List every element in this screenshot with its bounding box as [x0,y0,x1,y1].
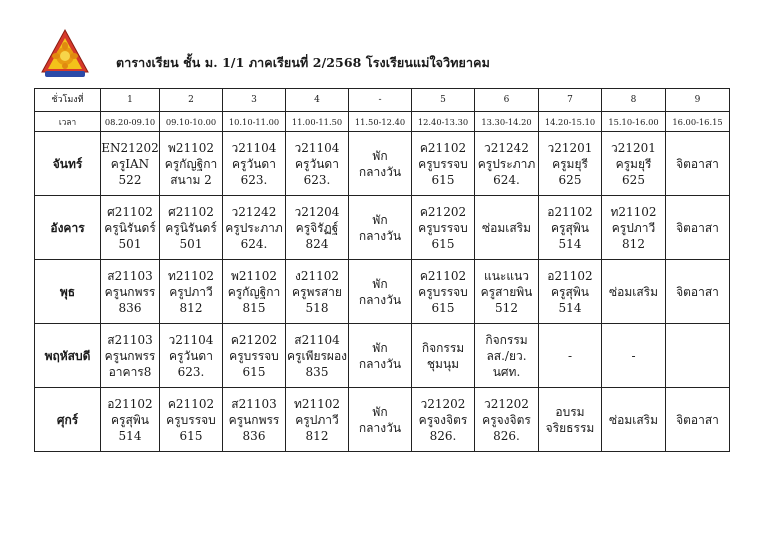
class-cell [286,324,349,388]
cell-line: กลางวัน [358,420,402,435]
time-slot: 08.20-09.10 [101,112,160,132]
class-cell [475,260,539,324]
cell-line: อาคาร8 [108,364,152,379]
cell-line: ซ่อมเสริม [481,220,532,235]
cell-line: ครูกัญฐิกา [227,284,281,299]
cell-line: จิตอาสา [676,412,719,427]
class-cell [349,196,412,260]
class-cell [101,260,160,324]
cell-line: 812 [622,236,645,251]
cell-line: ครูจงจิตร [418,412,468,427]
cell-line: ครูมยุรี [615,156,652,171]
cell-line: 501 [118,236,142,251]
cell-line: 522 [118,172,142,187]
cell-line: พ21102 [167,140,215,155]
cell-line: 625 [622,172,645,187]
class-cell [539,132,602,196]
cell-line: ว21204 [294,204,340,219]
period-number: 1 [101,89,160,112]
cell-line: ว21202 [420,396,466,411]
class-cell [666,260,730,324]
cell-line: 623. [240,172,268,187]
cell-line: ค21102 [419,140,467,155]
class-cell [539,260,602,324]
cell-line: 826. [493,428,520,443]
cell-line: ส21103 [231,396,277,411]
cell-line: ส21103 [107,332,153,347]
time-slot: 15.10-16.00 [602,112,666,132]
time-row-label: เวลา [35,112,101,132]
class-cell [539,388,602,452]
cell-line: จิตอาสา [676,284,719,299]
page-title: ตารางเรียน ชั้น ม. 1/1 ภาคเรียนที่ 2/2568 โรงเรียนแม่ใจวิทยาคม [116,55,490,70]
period-number: - [349,89,412,112]
period-number: 8 [602,89,666,112]
class-cell [412,260,475,324]
cell-line: ซ่อมเสริม [608,284,659,299]
cell-line: ง21102 [294,268,340,283]
class-cell [602,388,666,452]
cell-line: ครูจงจิตร [482,412,531,427]
day-row [35,132,730,196]
period-number: 3 [223,89,286,112]
cell-line: ส21103 [107,268,153,283]
period-number: 7 [539,89,602,112]
cell-line: ครูกัญฐิกา [164,156,218,171]
cell-line: - [631,348,636,363]
period-number: 4 [286,89,349,112]
cell-line: ส21104 [294,332,340,347]
cell-line: 514 [118,428,142,443]
cell-line: EN21202 [101,140,159,155]
class-cell [666,196,730,260]
cell-line: ครูประภาภ [225,220,283,235]
day-name: พฤหัสบดี [35,324,101,388]
cell-line: 514 [558,236,582,251]
period-number: 9 [666,89,730,112]
cell-line: พัก [372,148,388,163]
cell-line: ค21102 [167,396,215,411]
cell-line: ค21202 [230,332,278,347]
day-row [35,388,730,452]
cell-line: สนาม 2 [170,172,212,187]
cell-line: ค21202 [419,204,467,219]
cell-line: ครูจิรัฏฐ์ [295,220,339,235]
period-header-label: ชั่วโมงที่ [35,89,101,112]
class-cell [223,324,286,388]
time-row [35,112,730,132]
cell-line: กิจกรรม [421,340,465,355]
cell-line: อ21102 [107,396,153,411]
cell-line: ครูนกพรร [104,348,156,363]
cell-line: พ21102 [230,268,278,283]
cell-line: 836 [118,300,142,315]
cell-line: ครูIAN [110,156,150,171]
time-slot: 09.10-10.00 [160,112,223,132]
time-slot: 13.30-14.20 [475,112,539,132]
class-cell [475,388,539,452]
cell-line: 512 [495,300,518,315]
cell-line: 615 [431,172,455,187]
class-cell [539,324,602,388]
class-cell [223,132,286,196]
cell-line: พัก [372,340,388,355]
class-cell [412,324,475,388]
cell-line: แนะแนว [483,268,530,283]
class-cell [286,388,349,452]
class-cell [160,196,223,260]
day-row [35,196,730,260]
period-number: 6 [475,89,539,112]
cell-line: ครูวันดา [295,156,339,171]
period-number: 5 [412,89,475,112]
cell-line: ครูบรรจบ [229,348,279,363]
cell-line: กิจกรรม [485,332,528,347]
class-cell [101,196,160,260]
day-row [35,324,730,388]
cell-line: 514 [558,300,582,315]
cell-line: ครูปภาวี [611,220,656,235]
cell-line: 615 [242,364,266,379]
cell-line: ศ21102 [168,204,214,219]
cell-line: 518 [305,300,329,315]
cell-line: ท21102 [610,204,657,219]
cell-line: 826. [429,428,457,443]
cell-line: ครูสุพิน [551,220,589,235]
cell-line: ท21102 [167,268,215,283]
class-cell [666,132,730,196]
cell-line: ชุมนุม [426,356,460,371]
cell-line: ว21201 [611,140,656,155]
school-emblem-icon [38,26,92,80]
cell-line: ซ่อมเสริม [608,412,659,427]
class-cell [475,324,539,388]
period-number: 2 [160,89,223,112]
cell-line: พัก [372,212,388,227]
class-cell [101,388,160,452]
class-cell [602,324,666,388]
cell-line: ครูเพียรผอง [286,348,348,363]
day-name: ศุกร์ [35,388,101,452]
cell-line: 625 [558,172,582,187]
class-cell [286,132,349,196]
cell-line: ว21104 [294,140,340,155]
cell-line: จิตอาสา [676,220,719,235]
cell-line: นศท. [492,364,521,379]
cell-line: ครูพรสาย [292,284,342,299]
cell-line: ครูสุพิน [111,412,149,427]
cell-line: ครูบรรจบ [418,156,468,171]
cell-line: จริยธรรม [545,420,595,435]
cell-line: 815 [242,300,266,315]
cell-line: ครูบรรจบ [418,284,468,299]
class-cell [349,388,412,452]
time-slot: 11.50-12.40 [349,112,412,132]
cell-line: ลส./ยว. [486,348,527,363]
class-cell [223,260,286,324]
cell-line: 615 [431,300,455,315]
cell-line: ครูวันดา [232,156,276,171]
cell-line: ว21201 [547,140,593,155]
class-cell [223,388,286,452]
cell-line: - [567,348,573,363]
header-row [35,89,730,112]
class-cell [666,388,730,452]
class-cell [286,196,349,260]
cell-line: 624. [493,172,520,187]
class-cell [160,388,223,452]
class-cell [349,260,412,324]
cell-line: 812 [305,428,329,443]
cell-line: กลางวัน [358,228,402,243]
cell-line: 812 [179,300,203,315]
class-cell [602,260,666,324]
time-slot: 10.10-11.00 [223,112,286,132]
cell-line: ศ21102 [107,204,153,219]
cell-line: กลางวัน [358,164,402,179]
cell-line: ครูสุพิน [551,284,589,299]
cell-line: พัก [372,404,388,419]
cell-line: ครูสายพิน [480,284,533,299]
class-cell [286,260,349,324]
cell-line: อ21102 [547,268,593,283]
cell-line: ครูมยุรี [552,156,588,171]
class-cell [349,132,412,196]
cell-line: 623. [303,172,331,187]
cell-line: ครูบรรจบ [166,412,216,427]
cell-line: 624. [240,236,268,251]
class-cell [602,132,666,196]
class-cell [160,324,223,388]
cell-line: พัก [372,276,388,291]
cell-line: จิตอาสา [676,156,719,171]
class-cell [412,132,475,196]
time-slot: 11.00-11.50 [286,112,349,132]
day-name: พุธ [35,260,101,324]
class-cell [412,388,475,452]
class-cell [223,196,286,260]
class-cell [101,324,160,388]
time-slot: 14.20-15.10 [539,112,602,132]
cell-line: 615 [431,236,455,251]
cell-line: ครูนกพรร [104,284,156,299]
cell-line: 623. [177,364,205,379]
cell-line: ว21242 [231,204,277,219]
day-name: จันทร์ [35,132,101,196]
cell-line: 835 [305,364,329,379]
cell-line: ครูวันดา [169,348,213,363]
class-cell [666,324,730,388]
time-slot: 16.00-16.15 [666,112,730,132]
cell-line: ว21104 [231,140,277,155]
class-cell [475,196,539,260]
cell-line: ครูปภาวี [295,412,339,427]
cell-line: 501 [179,236,203,251]
cell-line: ว21202 [484,396,529,411]
cell-line: 836 [242,428,266,443]
class-cell [101,132,160,196]
cell-line: กลางวัน [358,292,402,307]
class-cell [602,196,666,260]
cell-line: อบรม [555,404,585,419]
cell-line: 615 [179,428,203,443]
day-name: อังคาร [35,196,101,260]
cell-line: ท21102 [293,396,341,411]
cell-line: ครูนิรันดร์ [165,220,217,235]
day-row [35,260,730,324]
class-cell [539,196,602,260]
cell-line: กลางวัน [358,356,402,371]
cell-line: 824 [305,236,329,251]
cell-line: ครูบรรจบ [418,220,468,235]
timetable [34,88,730,452]
cell-line: อ21102 [547,204,593,219]
cell-line: ว21242 [484,140,529,155]
cell-line: ครูประภาภ [477,156,536,171]
class-cell [160,260,223,324]
class-cell [412,196,475,260]
cell-line: ครูนิรันดร์ [104,220,156,235]
class-cell [160,132,223,196]
class-cell [349,324,412,388]
time-slot: 12.40-13.30 [412,112,475,132]
cell-line: ว21104 [168,332,214,347]
cell-line: ครูปภาวี [169,284,213,299]
cell-line: ครูนกพรร [228,412,280,427]
class-cell [475,132,539,196]
cell-line: ค21102 [419,268,467,283]
